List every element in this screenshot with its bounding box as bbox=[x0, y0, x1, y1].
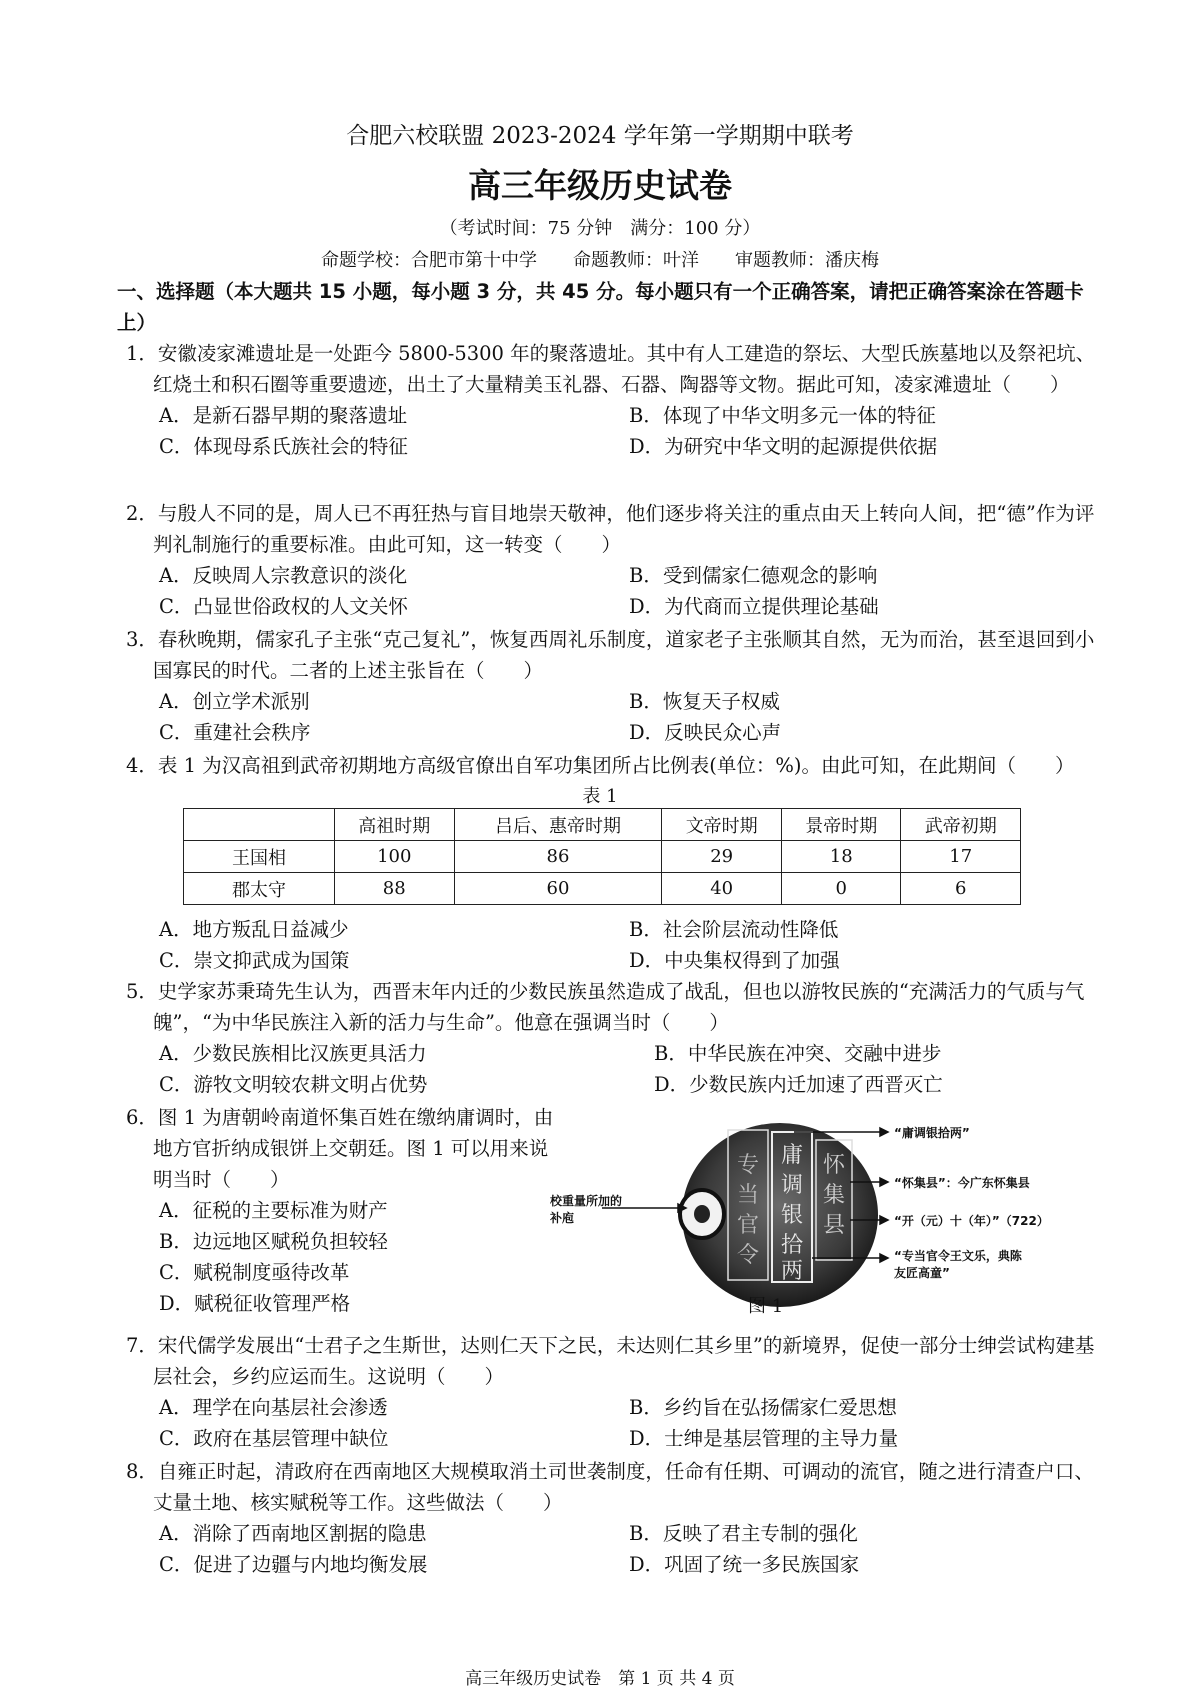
table-cell: 29 bbox=[662, 841, 782, 873]
svg-text:集: 集 bbox=[822, 1183, 846, 1208]
figure-label-4a: “专当官令王文乐，典陈 bbox=[894, 1249, 1022, 1263]
option-b: B．社会阶层流动性降低 bbox=[629, 918, 839, 941]
question-3 bbox=[126, 624, 1101, 748]
svg-text:拾: 拾 bbox=[780, 1233, 804, 1258]
table-header-cell: 文帝时期 bbox=[662, 809, 782, 841]
figure-label-3: “开（元）十（年）”（722） bbox=[894, 1214, 1049, 1228]
school-info: 命题学校：合肥市第十中学 命题教师：叶洋 审题教师：潘庆梅 bbox=[321, 250, 879, 271]
table-header-cell bbox=[184, 809, 335, 841]
page-footer: 高三年级历史试卷 第 1 页 共 4 页 bbox=[465, 1669, 735, 1689]
table-header-row bbox=[184, 809, 1021, 841]
table-cell: 60 bbox=[454, 873, 662, 905]
svg-text:怀: 怀 bbox=[822, 1153, 846, 1178]
table-cell: 86 bbox=[454, 841, 662, 873]
question-8 bbox=[126, 1456, 1101, 1580]
exam-info: （考试时间：75 分钟 满分：100 分） bbox=[439, 218, 761, 239]
option-d: D．赋税征收管理严格 bbox=[159, 1292, 351, 1315]
option-c: C．赋税制度亟待改革 bbox=[159, 1261, 350, 1284]
table-cell: 18 bbox=[781, 841, 901, 873]
option-c: C．崇文抑武成为国策 bbox=[159, 949, 350, 972]
option-b: B．边远地区赋税负担较轻 bbox=[159, 1230, 388, 1253]
svg-text:调: 调 bbox=[780, 1173, 804, 1198]
table-cell: 100 bbox=[335, 841, 455, 873]
option-c: C．重建社会秩序 bbox=[159, 721, 311, 744]
figure-caption: 图 1 bbox=[748, 1296, 784, 1317]
question-stem: 5．史学家苏秉琦先生认为，西晋末年内迁的少数民族虽然造成了战乱，但也以游牧民族的“充满活力的气质与气魄”，“为中华民族注入新的活力与生命”。他意在强调当时（ ） bbox=[126, 980, 1085, 1034]
option-d: D．巩固了统一多民族国家 bbox=[629, 1553, 860, 1576]
figure-label-4b: 友匠高童” bbox=[894, 1266, 950, 1280]
figure-label-1: “庸调银拾两” bbox=[894, 1126, 970, 1140]
option-b: B．恢复天子权威 bbox=[629, 690, 780, 713]
page-title: 高三年级历史试卷 bbox=[468, 166, 732, 205]
silver-cake-figure bbox=[550, 1110, 1110, 1320]
table-cell: 王国相 bbox=[184, 841, 335, 873]
table-row bbox=[184, 873, 1021, 905]
question-stem: 4．表 1 为汉高祖到武帝初期地方高级官僚出自军功集团所占比例表(单位：%)。由此可知，在此期间（ ） bbox=[126, 754, 1075, 777]
table-header-cell: 吕后、惠帝时期 bbox=[454, 809, 662, 841]
question-stem: 6．图 1 为唐朝岭南道怀集百姓在缴纳庸调时，由地方官折纳成银饼上交朝廷。图 1 可以用来说明当时（ ） bbox=[126, 1106, 554, 1191]
svg-text:两: 两 bbox=[780, 1259, 804, 1284]
question-2 bbox=[126, 498, 1101, 622]
option-a: A．理学在向基层社会渗透 bbox=[159, 1396, 388, 1419]
figure-label-2: “怀集县”：今广东怀集县 bbox=[894, 1176, 1030, 1190]
table-cell: 40 bbox=[662, 873, 782, 905]
option-c: C．促进了边疆与内地均衡发展 bbox=[159, 1553, 428, 1576]
question-stem: 1．安徽凌家滩遗址是一处距今 5800-5300 年的聚落遗址。其中有人工建造的祭坛、大型氏族墓地以及祭祀坑、红烧土和积石圈等重要遗迹，出土了大量精美玉礼器、石器、陶器等文物。据此可知，凌家滩遗址（ ） bbox=[126, 342, 1096, 396]
question-5 bbox=[126, 976, 1101, 1100]
option-b: B．体现了中华文明多元一体的特征 bbox=[629, 404, 936, 427]
option-a: A．少数民族相比汉族更具活力 bbox=[159, 1042, 427, 1065]
option-a: A．征税的主要标准为财产 bbox=[159, 1199, 388, 1222]
svg-text:专: 专 bbox=[736, 1153, 760, 1178]
table-header-cell: 武帝初期 bbox=[901, 809, 1021, 841]
table-cell: 6 bbox=[901, 873, 1021, 905]
option-d: D．反映民众心声 bbox=[629, 721, 782, 744]
option-d: D．士绅是基层管理的主导力量 bbox=[629, 1427, 899, 1450]
svg-text:令: 令 bbox=[736, 1243, 760, 1268]
section-heading: 一、选择题（本大题共 15 小题，每小题 3 分，共 45 分。每小题只有一个正确答案，请把正确答案涂在答题卡上） bbox=[117, 280, 1084, 334]
svg-text:官: 官 bbox=[736, 1213, 760, 1238]
table-cell: 88 bbox=[335, 873, 455, 905]
question-4 bbox=[126, 750, 1101, 781]
table-header-cell: 高祖时期 bbox=[335, 809, 455, 841]
option-b: B．中华民族在冲突、交融中进步 bbox=[654, 1042, 942, 1065]
option-d: D．为代商而立提供理论基础 bbox=[629, 595, 879, 618]
option-a: A．反映周人宗教意识的淡化 bbox=[159, 564, 408, 587]
table-row bbox=[184, 841, 1021, 873]
option-c: C．体现母系氏族社会的特征 bbox=[159, 435, 408, 458]
table-cell: 17 bbox=[901, 841, 1021, 873]
figure-label-left: 校重量所加的 bbox=[550, 1194, 623, 1208]
table-cell: 郡太守 bbox=[184, 873, 335, 905]
question-stem: 8．自雍正时起，清政府在西南地区大规模取消土司世袭制度，任命有任期、可调动的流官，随之进行清查户口、丈量土地、核实赋税等工作。这些做法（ ） bbox=[126, 1460, 1094, 1514]
option-b: B．乡约旨在弘扬儒家仁爱思想 bbox=[629, 1396, 897, 1419]
exam-series-title: 合肥六校联盟 2023-2024 学年第一学期期中联考 bbox=[346, 123, 854, 149]
question-4-options bbox=[126, 914, 1101, 976]
question-stem: 2．与殷人不同的是，周人已不再狂热与盲目地崇天敬神，他们逐步将关注的重点由天上转向人间，把“德”作为评判礼制施行的重要标准。由此可知，这一转变（ ） bbox=[126, 502, 1095, 556]
question-1 bbox=[126, 338, 1101, 462]
option-b: B．反映了君主专制的强化 bbox=[629, 1522, 858, 1545]
option-a: A．地方叛乱日益减少 bbox=[159, 918, 349, 941]
svg-text:补庖: 补庖 bbox=[550, 1211, 575, 1225]
option-d: D．为研究中华文明的起源提供依据 bbox=[629, 435, 938, 458]
svg-text:县: 县 bbox=[822, 1213, 846, 1238]
question-7 bbox=[126, 1330, 1101, 1454]
option-a: A．是新石器早期的聚落遗址 bbox=[159, 404, 408, 427]
svg-text:庸: 庸 bbox=[780, 1143, 804, 1168]
table-cell: 0 bbox=[781, 873, 901, 905]
option-b: B．受到儒家仁德观念的影响 bbox=[629, 564, 878, 587]
option-c: C．凸显世俗政权的人文关怀 bbox=[159, 595, 408, 618]
svg-text:当: 当 bbox=[736, 1183, 760, 1208]
option-d: D．中央集权得到了加强 bbox=[629, 949, 840, 972]
option-c: C．政府在基层管理中缺位 bbox=[159, 1427, 389, 1450]
option-a: A．消除了西南地区割据的隐患 bbox=[159, 1522, 427, 1545]
option-c: C．游牧文明较农耕文明占优势 bbox=[159, 1073, 428, 1096]
option-a: A．创立学术派别 bbox=[159, 690, 310, 713]
question-6 bbox=[126, 1102, 566, 1319]
question-stem: 3．春秋晚期，儒家孔子主张“克己复礼”，恢复西周礼乐制度，道家老子主张顺其自然，无为而治，甚至退回到小国寡民的时代。二者的上述主张旨在（ ） bbox=[126, 628, 1095, 682]
svg-text:银: 银 bbox=[780, 1203, 804, 1228]
table-caption: 表 1 bbox=[582, 786, 618, 807]
data-table bbox=[183, 808, 1021, 905]
question-stem: 7．宋代儒学发展出“士君子之生斯世，达则仁天下之民，未达则仁其乡里”的新境界，促使一部分士绅尝试构建基层社会，乡约应运而生。这说明（ ） bbox=[126, 1334, 1095, 1388]
option-d: D．少数民族内迁加速了西晋灭亡 bbox=[654, 1073, 943, 1096]
table-header-cell: 景帝时期 bbox=[781, 809, 901, 841]
